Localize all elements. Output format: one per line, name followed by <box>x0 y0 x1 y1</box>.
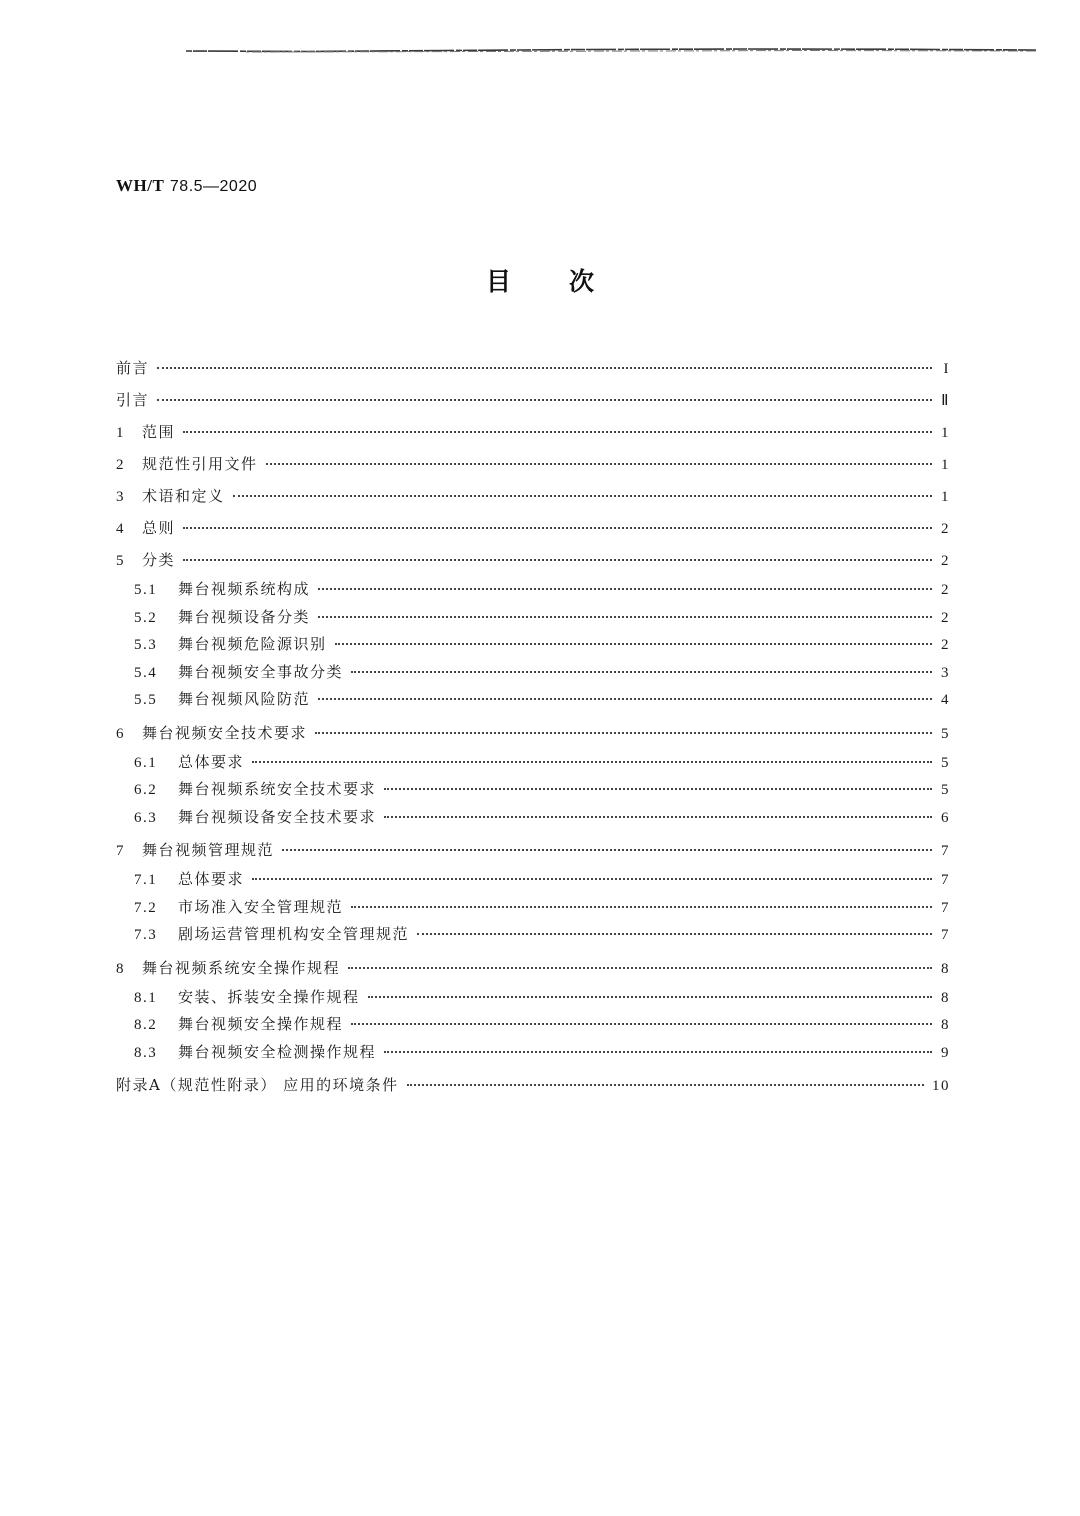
toc-entry-page: 2 <box>941 553 950 569</box>
toc-entry[interactable] <box>116 1069 950 1101</box>
toc-dot-leader <box>384 1051 932 1053</box>
toc-dot-leader <box>252 878 932 880</box>
toc-dot-leader <box>252 761 932 763</box>
toc-entry-page: 2 <box>941 582 950 598</box>
toc-entry-number: 8.1 <box>134 989 158 1006</box>
toc-entry[interactable] <box>116 480 950 512</box>
toc-title: 目次 <box>485 267 652 296</box>
toc-entry-label: 舞台视频系统构成 <box>178 580 311 598</box>
toc-entry[interactable] <box>116 631 950 659</box>
toc-dot-leader <box>318 616 932 618</box>
toc-entry[interactable] <box>116 576 950 604</box>
toc-entry[interactable] <box>116 804 950 832</box>
toc-entry-page: 5 <box>941 782 950 798</box>
toc-entry-number: 8.3 <box>134 1044 158 1061</box>
toc-dot-leader <box>368 996 932 998</box>
toc-entry[interactable] <box>116 512 950 544</box>
toc-entry-page: 1 <box>941 457 950 473</box>
toc-entry-page: 2 <box>941 521 950 537</box>
toc-entry-page: 1 <box>941 489 950 505</box>
toc-entry[interactable] <box>116 384 950 416</box>
toc-entry-label: 舞台视频系统安全技术要求 <box>178 780 377 798</box>
toc-entry[interactable] <box>116 749 950 777</box>
toc-entry[interactable] <box>116 352 950 384</box>
toc-entry[interactable] <box>116 544 950 576</box>
toc-entry[interactable] <box>116 717 950 749</box>
toc-entry-label: 市场准入安全管理规范 <box>178 897 344 916</box>
toc-entry-page: 8 <box>941 960 950 977</box>
toc-dot-leader <box>318 588 932 590</box>
toc-entry-page: 6 <box>941 809 950 826</box>
document-code-prefix: WH/T <box>116 176 165 195</box>
toc-entry-label: 剧场运营管理机构安全管理规范 <box>178 925 410 943</box>
toc-entry-number: 7 <box>116 843 125 859</box>
toc-dot-leader <box>384 788 932 790</box>
toc-entry[interactable] <box>116 416 950 448</box>
toc-entry-label: 总体要求 <box>178 870 245 888</box>
toc-entry-number: 5 <box>116 553 125 569</box>
toc-dot-leader <box>318 698 932 700</box>
toc-entry-number: 6.2 <box>134 782 158 798</box>
toc-entry-label: 舞台视频风险防范 <box>178 690 311 708</box>
toc-entry[interactable] <box>116 921 950 949</box>
document-code-number: 78.5—2020 <box>169 178 258 195</box>
toc-entry-number: 7.3 <box>134 927 158 943</box>
toc-dot-leader <box>183 559 932 561</box>
toc-dot-leader <box>233 495 932 497</box>
toc-entry-page: 2 <box>941 637 950 653</box>
toc-entry-page: 9 <box>941 1044 950 1061</box>
toc-entry-label: 附录A（规范性附录） 应用的环境条件 <box>116 1076 399 1094</box>
toc-entry-label: 安装、拆装安全操作规程 <box>178 987 360 1006</box>
toc-entry[interactable] <box>116 448 950 480</box>
toc-dot-leader <box>183 431 932 433</box>
toc-entry-page: 2 <box>941 609 950 626</box>
toc-entry-number: 8 <box>116 960 125 977</box>
toc-entry-page: 7 <box>941 843 950 859</box>
toc-entry-number: 3 <box>116 489 125 505</box>
toc-entry-number: 5.3 <box>134 637 158 653</box>
toc-entry-page: 5 <box>941 725 950 742</box>
toc-entry-label: 舞台视频安全技术要求 <box>142 723 308 742</box>
toc-entry-label: 舞台视频系统安全操作规程 <box>142 958 341 977</box>
toc-entry-page: I <box>943 361 950 377</box>
toc-entry[interactable] <box>116 776 950 804</box>
toc-entry-page: 7 <box>941 872 950 888</box>
toc-entry-page: 5 <box>941 754 950 771</box>
toc-entry-label: 舞台视频安全操作规程 <box>178 1015 344 1033</box>
toc-entry-label: 规范性引用文件 <box>142 455 258 473</box>
toc-entry-page: 4 <box>941 692 950 708</box>
toc-entry-page: 1 <box>941 425 950 441</box>
toc-dot-leader <box>157 367 932 369</box>
toc-entry[interactable] <box>116 1011 950 1039</box>
toc-entry-number: 5.4 <box>134 664 158 681</box>
toc-entry-label: 术语和定义 <box>142 487 225 505</box>
toc-dot-leader <box>407 1084 924 1086</box>
toc-entry-label: 范围 <box>142 423 176 441</box>
toc-entry-label: 舞台视频危险源识别 <box>178 635 327 653</box>
toc-dot-leader <box>351 906 932 908</box>
toc-entry-label: 舞台视频安全检测操作规程 <box>178 1042 377 1061</box>
toc-entry-label: 总则 <box>142 519 176 537</box>
toc-entry-number: 6.1 <box>134 754 158 771</box>
toc-entry[interactable] <box>116 686 950 714</box>
toc-entry-page: 7 <box>941 927 950 943</box>
toc-entry-label: 舞台视频设备分类 <box>178 607 311 626</box>
toc-entry[interactable] <box>116 894 950 922</box>
toc-entry[interactable] <box>116 604 950 632</box>
toc-entry-label: 总体要求 <box>178 752 245 771</box>
toc-entry-number: 5.1 <box>134 582 158 598</box>
toc-entry-page: 8 <box>941 989 950 1006</box>
toc-dot-leader <box>282 849 932 851</box>
toc-dot-leader <box>335 643 932 645</box>
toc-entry-label: 舞台视频设备安全技术要求 <box>178 807 377 826</box>
toc-entry-page: 10 <box>932 1078 950 1094</box>
document-code <box>116 176 257 196</box>
toc-entry[interactable] <box>116 659 950 687</box>
toc-entry-number: 5.5 <box>134 692 158 708</box>
toc-dot-leader <box>348 967 932 969</box>
toc-dot-leader <box>315 732 932 734</box>
toc-dot-leader <box>384 816 932 818</box>
toc-entry-number: 6 <box>116 725 125 742</box>
toc-entry-number: 7.2 <box>134 899 158 916</box>
toc-entry-page: 7 <box>941 899 950 916</box>
toc-dot-leader <box>351 1023 932 1025</box>
toc-entry-number: 2 <box>116 457 125 473</box>
toc-entry[interactable] <box>116 952 950 984</box>
toc-entry[interactable] <box>116 866 950 894</box>
toc-entry-number: 1 <box>116 425 125 441</box>
toc-dot-leader <box>266 463 932 465</box>
toc-entry-label: 引言 <box>116 391 150 409</box>
toc-entry[interactable] <box>116 984 950 1012</box>
table-of-contents <box>116 352 950 1101</box>
toc-entry-label: 舞台视频管理规范 <box>142 841 275 859</box>
toc-entry-page: Ⅱ <box>941 393 950 409</box>
toc-entry-page: 3 <box>941 664 950 681</box>
toc-dot-leader <box>351 671 932 673</box>
toc-entry-label: 前言 <box>116 359 150 377</box>
toc-entry-number: 5.2 <box>134 609 158 626</box>
toc-entry-label: 舞台视频安全事故分类 <box>178 662 344 681</box>
toc-dot-leader <box>157 399 932 401</box>
toc-dot-leader <box>417 933 932 935</box>
toc-entry-number: 4 <box>116 521 125 537</box>
toc-entry-number: 6.3 <box>134 809 158 826</box>
toc-entry[interactable] <box>116 1039 950 1067</box>
toc-entry-label: 分类 <box>142 551 176 569</box>
toc-entry-page: 8 <box>941 1017 950 1033</box>
toc-entry[interactable] <box>116 834 950 866</box>
toc-dot-leader <box>183 527 932 529</box>
toc-entry-number: 8.2 <box>134 1017 158 1033</box>
toc-entry-number: 7.1 <box>134 872 158 888</box>
scan-edge-line <box>186 46 1036 56</box>
